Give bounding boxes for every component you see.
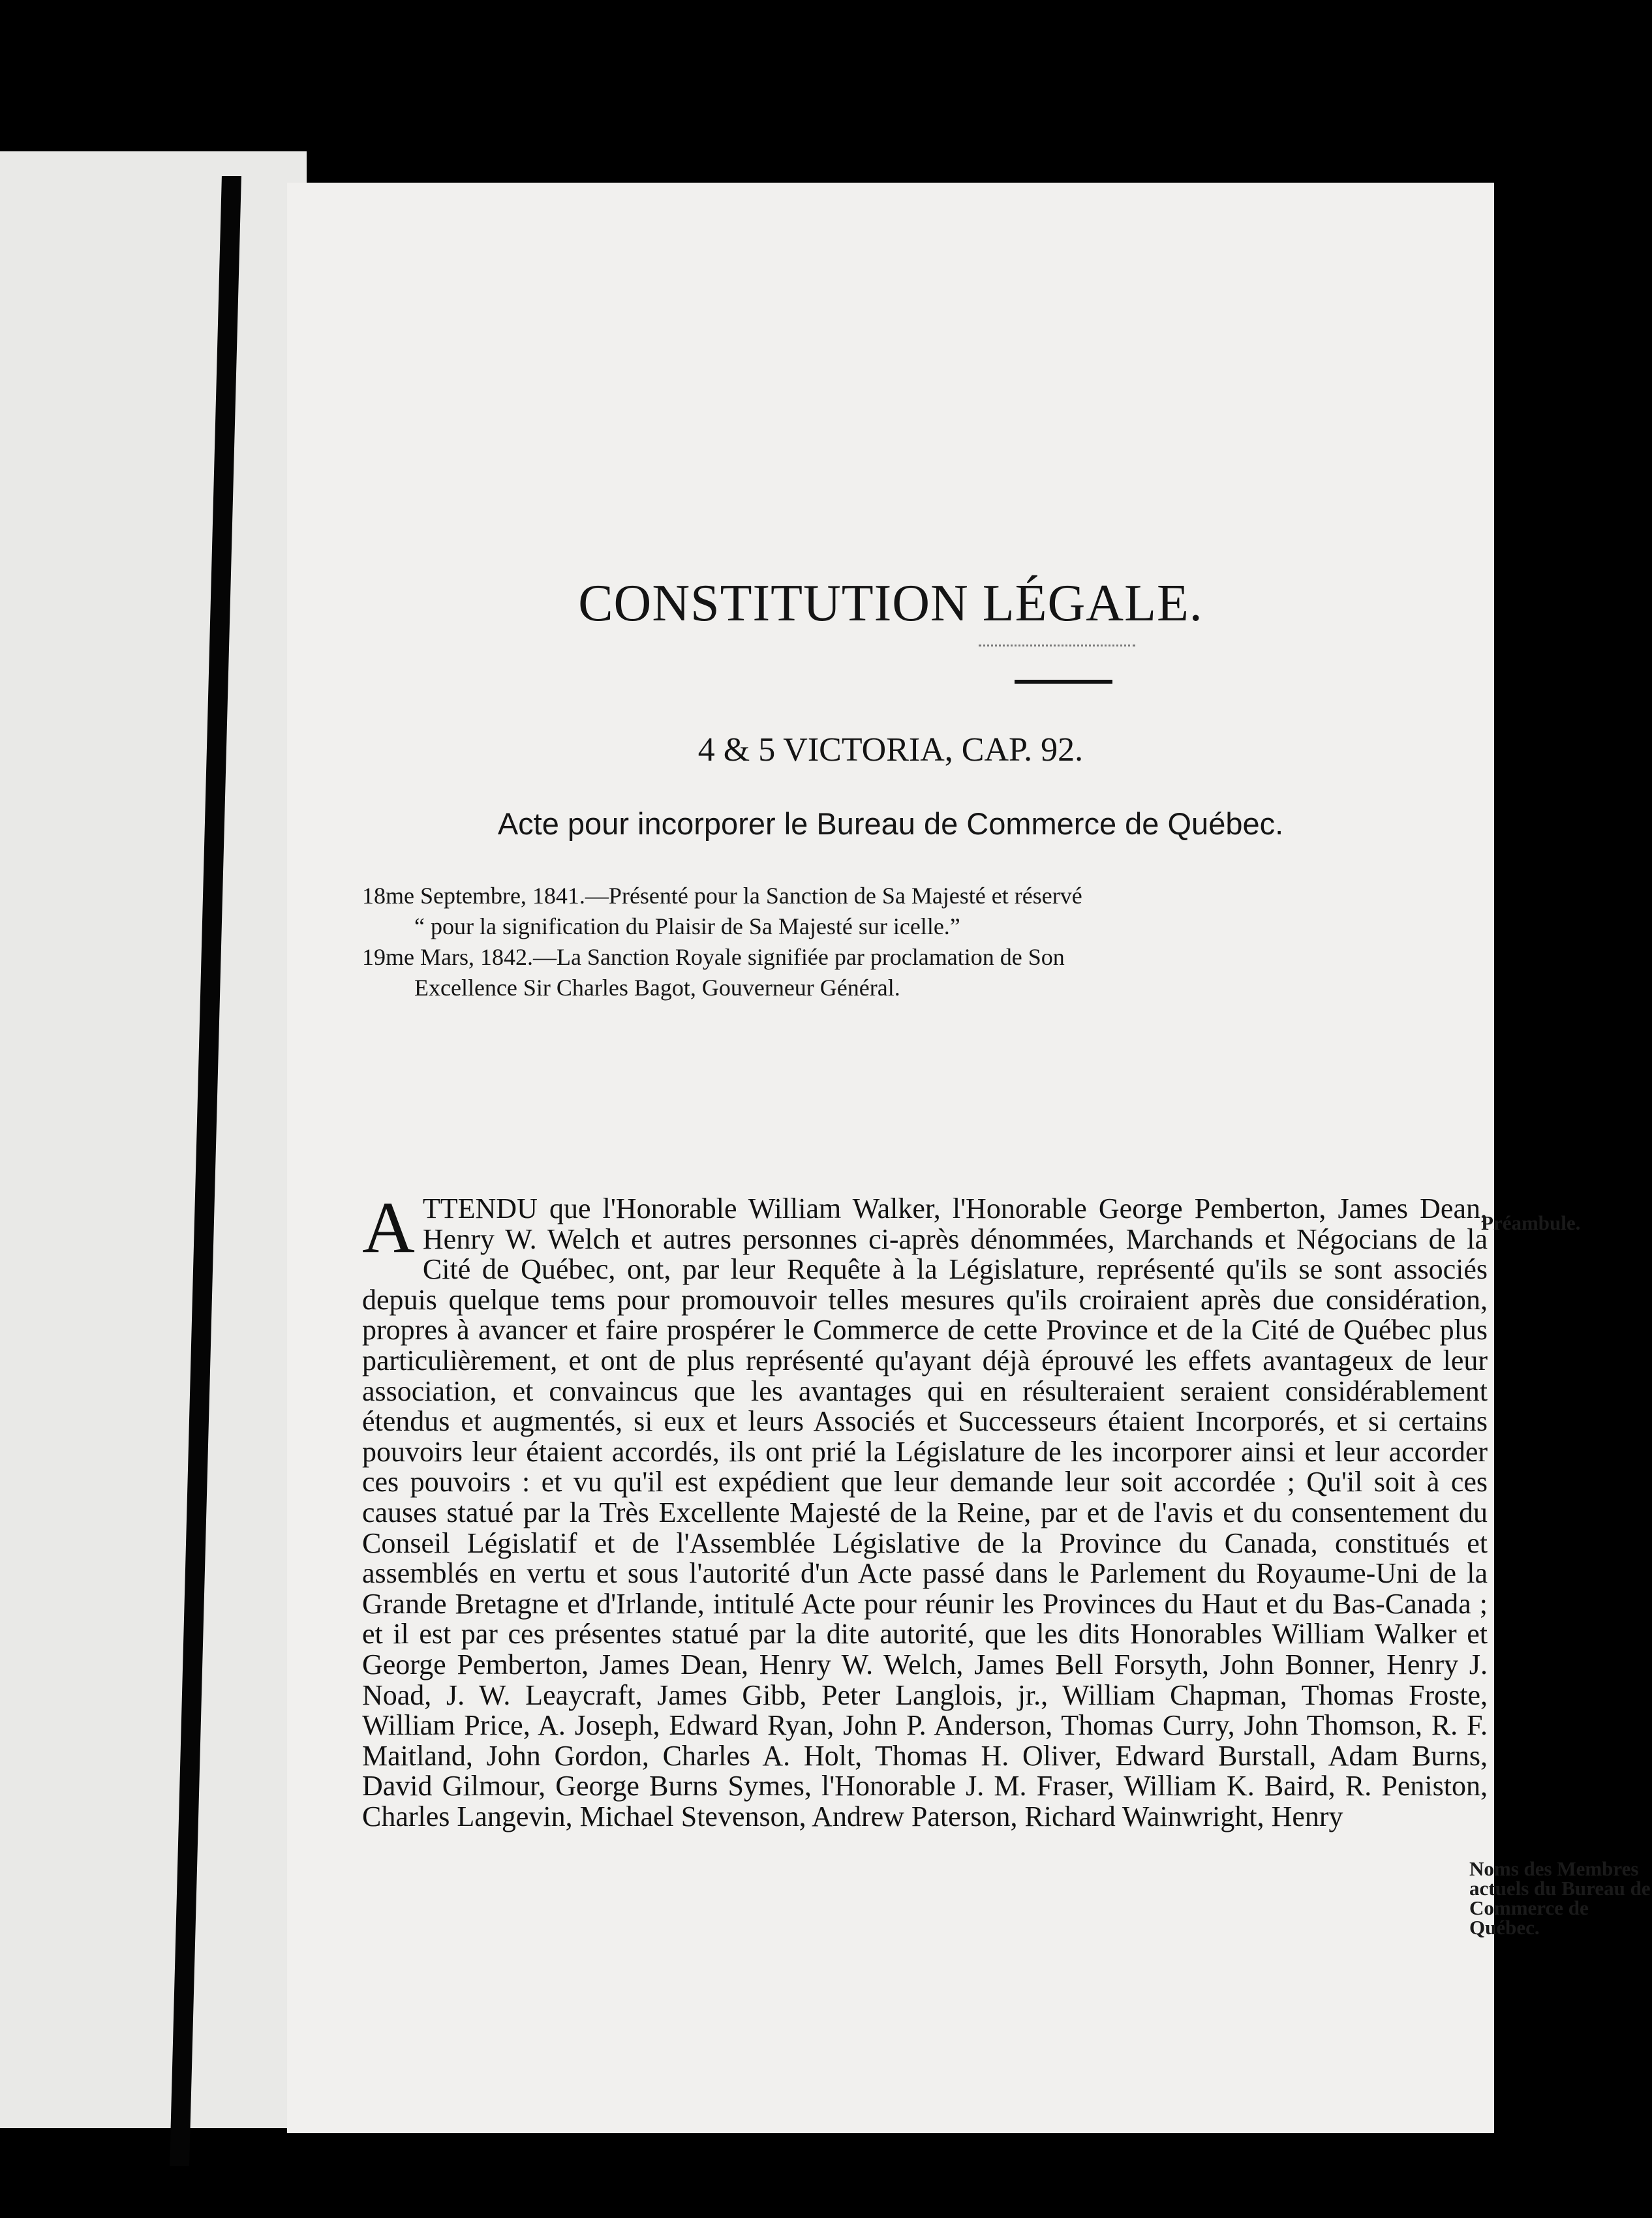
sanction-dates <box>362 881 1484 1003</box>
title-rule <box>1015 680 1112 684</box>
act-title: Acte pour incorporer le Bureau de Commerce de Québec. <box>497 806 1284 841</box>
scanned-page <box>287 183 1651 2133</box>
date-line-3: 19me Mars, 1842.—La Sanction Royale signifiée par proclamation de Son <box>362 944 1065 970</box>
preamble-body <box>362 1187 1488 1832</box>
margin-note-members: Noms des Membres actuels du Bureau de Commerce de Québec. <box>1469 1857 1651 1939</box>
margin-note-preamble: Préambule. <box>1481 1211 1581 1234</box>
page-title: CONSTITUTION LÉGALE. <box>578 575 1203 632</box>
dotted-ornament <box>979 645 1135 652</box>
date-line-1: 18me Septembre, 1841.—Présenté pour la Sanction de Sa Majesté et réservé <box>362 883 1082 909</box>
drop-cap: A <box>362 1187 415 1268</box>
date-line-2: “ pour la signification du Plaisir de Sa Majesté sur icelle.” <box>414 913 960 939</box>
date-line-4: Excellence Sir Charles Bagot, Gouverneur Général. <box>414 975 900 1001</box>
body-text: TTENDU que l'Honorable William Walker, l'Honorable George Pemberton, James Dean, Henry W. Welch et autres personnes ci-après dénommées, Marchands et Négocians de la Cité de Québec, ont, par leur Requête à la Législature, représenté qu'ils se sont associés depuis quelque tems pour promouvoir telles mesures qu'ils croiraient après due considération, propres à avancer et faire prospérer le Commerce de cette Province et de la Cité de Québec plus particulièrement, et ont de plus représenté qu'ayant déjà éprouvé les effets avantageux de leur association, et convaincus que les avantages qui en résulteraient seraient considérablement étendus et augmentés, si eux et leurs Associés et Successeurs étaient Incorporés, et si certains pouvoirs leur étaient accordés, ils ont prié la Législature de les incorporer ainsi et leur accorder ces pouvoirs : et vu qu'il est expédient que leur demande leur soit accordée ; Qu'il soit à ces causes statué par la Très Excellente Majesté de la Reine, par et de l'avis et du consentement du Conseil Législatif et de l'Assemblée Législative de la Province du Canada, constitués et assemblés en vertu et sous l'autorité d'un Acte passé dans le Parlement du Royaume-Uni de la Grande Bretagne et d'Irlande, intitulé Acte pour réunir les Provinces du Haut et du Bas-Canada ; et il est par ces présentes statué par la dite autorité, que les dits Honorables William Walker et George Pemberton, James Dean, Henry W. Welch, James Bell Forsyth, John Bonner, Henry J. Noad, J. W. Leaycraft, James Gibb, Peter Langlois, jr., William Chapman, Thomas Froste, William Price, A. Joseph, Edward Ryan, John P. Anderson, Thomas Curry, John Thomson, R. F. Maitland, John Gordon, Charles A. Holt, Thomas H. Oliver, Edward Burstall, Adam Burns, David Gilmour, George Burns Symes, l'Honorable J. M. Fraser, William K. Baird, R. Peniston, Charles Langevin, Michael Stevenson, Andrew Paterson, Richard Wainwright, Henry <box>362 1193 1488 1832</box>
statute-reference: 4 & 5 VICTORIA, CAP. 92. <box>697 731 1084 768</box>
facing-page <box>0 151 307 2128</box>
